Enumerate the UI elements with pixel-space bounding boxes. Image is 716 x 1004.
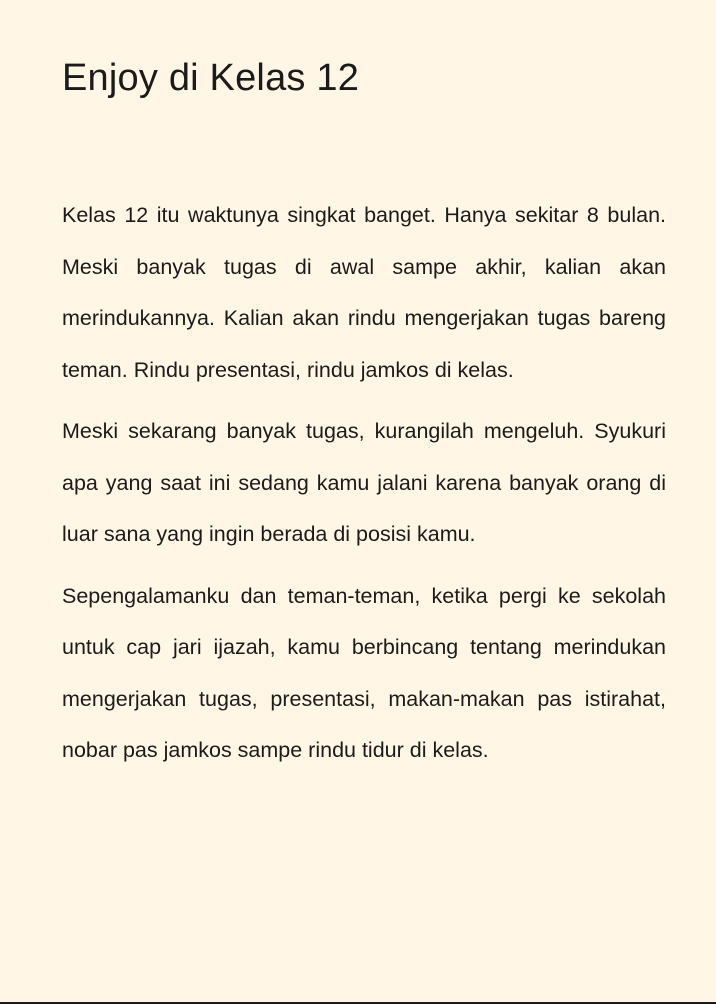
paragraph-1: Kelas 12 itu waktunya singkat banget. Hanya sekitar 8 bulan. Meski banyak tugas di awal sampe akhir, kalian akan merindukannya. Kalian akan rindu mengerjakan tugas bareng teman. Rindu presentasi, rindu jamkos di kelas.	[62, 203, 666, 382]
paragraph-2: Meski sekarang banyak tugas, kurangilah mengeluh. Syukuri apa yang saat ini sedang kamu jalani karena banyak orang di luar sana yang ingin berada di posisi kamu.	[62, 419, 666, 546]
document-body	[62, 190, 666, 787]
paragraph-3: Sepengalamanku dan teman-teman, ketika pergi ke sekolah untuk cap jari ijazah, kamu berbincang tentang merindukan mengerjakan tugas, presentasi, makan-makan pas istirahat, nobar pas jamkos sampe rindu tidur di kelas.	[62, 583, 666, 762]
page-title: Enjoy di Kelas 12	[62, 57, 360, 99]
